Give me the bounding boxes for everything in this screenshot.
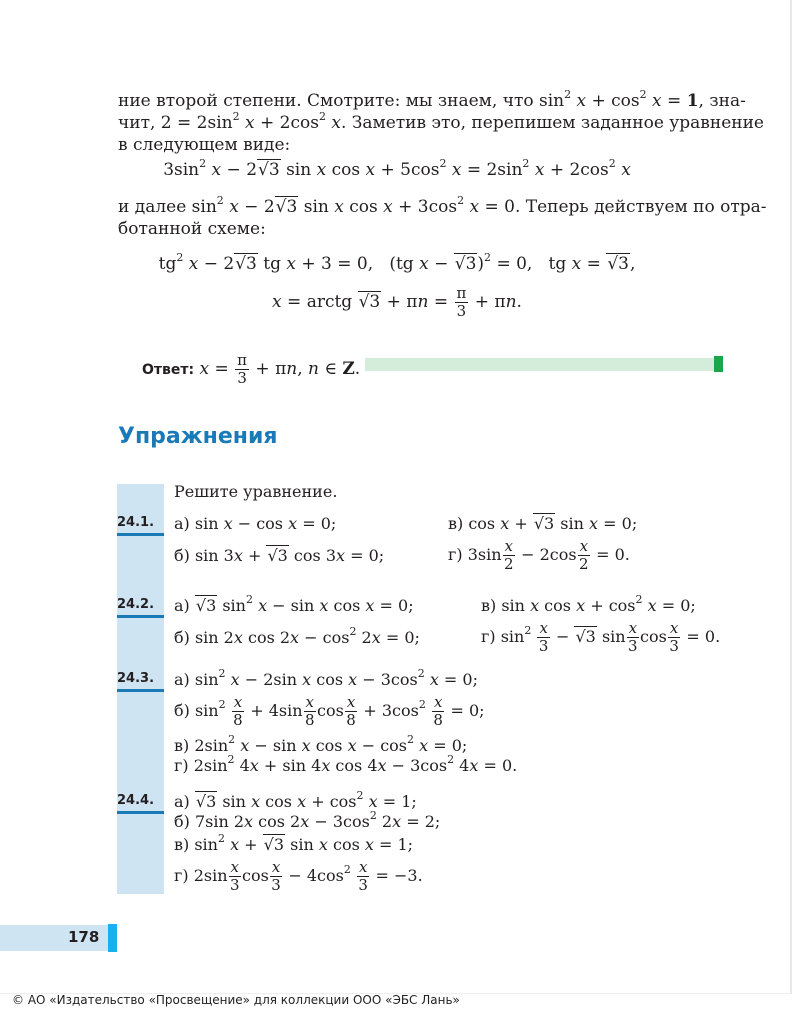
exercise-number-underline: [117, 533, 164, 536]
paragraph-line: и далее $\sin^2 x - 2√3$ sin x $\cos x + 3\cos^2$ x = 0. Теперь действуем по отра-: [118, 194, 767, 217]
exercise-item: г) 3sin $\frac{x}{2}$ − 2cos $\frac{x}{2}$ = 0.: [448, 537, 630, 573]
exercise-instruction: Решите уравнение.: [174, 482, 338, 501]
exercise-item: а) √3 $\sin^2 x - \sin x$ cos x = 0;: [174, 593, 414, 615]
equation: $3\sin^2$ x − 2√3 sin x $\cos x + 5\cos^2$ $x = 2\sin^2$ $x + 2\cos^2$ x: [163, 157, 631, 180]
exercise-item: б) $\sin^2$ $\frac{x}{8}$ + 4sin $\frac{x}{8}$ cos $\frac{x}{8}$ + $3\cos^2$ $\frac{x}{8}$ = 0;: [174, 693, 485, 729]
exercise-item: б) sin 2x $\cos 2x - \cos^2 2x = 0$;: [174, 625, 420, 647]
answer-highlight-bar: [365, 358, 715, 371]
exercise-item: а) sin x − cos x = 0;: [174, 514, 337, 533]
paragraph-line: чит, $2 = 2\sin^2$ $x + 2\cos^2$ x. Заметив это, перепишем заданное уравнение: [118, 110, 764, 133]
exercise-item: в) cos x + √3 sin x = 0;: [448, 514, 638, 533]
paragraph-line: ние второй степени. Смотрите: мы знаем, что $\sin^2 x + \cos^2 x = 1$, зна-: [118, 88, 746, 111]
exercise-number: 24.4.: [117, 793, 155, 808]
exercise-number: 24.3.: [117, 671, 155, 686]
exercise-item: в) $2\sin^2$ x − sin x $\cos x - \cos^2 x = 0$;: [174, 733, 468, 755]
exercise-item: г) 2sin $\frac{x}{3}$ cos $\frac{x}{3}$ − $4\cos^2$ $\frac{x}{3}$ = −3.: [174, 858, 423, 894]
exercise-item: в) $\sin^2 x + √3$ sin x cos x = 1;: [174, 832, 414, 854]
exercise-number: 24.1.: [117, 515, 155, 530]
page-number-accent: [108, 924, 117, 952]
exercise-number: 24.2.: [117, 597, 155, 612]
answer-label: Ответ:: [142, 362, 195, 378]
page-number: 178: [68, 928, 100, 946]
exercise-item: г) $2\sin^2$ 4x + sin 4x $\cos 4x - 3\cos^2$ 4x = 0.: [174, 753, 518, 775]
copyright-footer: © АО «Издательство «Просвещение» для коллекции ООО «ЭБС Лань»: [12, 993, 460, 1007]
exercise-item: б) 7sin 2x $\cos 2x - 3\cos^2$ 2x = 2;: [174, 809, 441, 831]
answer-end-mark: [714, 356, 723, 372]
exercise-item: б) sin 3x + √3 cos 3x = 0;: [174, 546, 385, 565]
exercise-item: в) sin x $\cos x + \cos^2 x = 0$;: [481, 593, 696, 615]
page-number-bar: [0, 925, 117, 951]
exercise-number-underline: [117, 811, 164, 814]
paragraph-line: ботанной схеме:: [118, 219, 266, 239]
equation: $tg^2$ x − 2√3 tg x + 3 = 0, (tg x − √3)$^2$ = 0, tg x = √3,: [158, 251, 636, 274]
exercise-number-underline: [117, 689, 164, 692]
section-title: Упражнения: [118, 424, 278, 449]
paragraph-line: в следующем виде:: [118, 135, 291, 155]
answer: Ответ: x = $\frac{\pi}{3}$ + πn, n ∈ Z.: [142, 351, 361, 387]
exercise-item: а) √3 sin x $\cos x + \cos^2 x = 1$;: [174, 789, 417, 811]
equation: x = arctg √3 + πn = $\frac{\pi}{3}$ + πn.: [272, 284, 522, 320]
exercise-number-underline: [117, 615, 164, 618]
exercise-item: г) $\sin^2$ $\frac{x}{3}$ − √3 sin $\frac{x}{3}$ cos $\frac{x}{3}$ = 0.: [481, 619, 721, 655]
exercise-item: а) $\sin^2 x - 2\sin$ x $\cos x - 3\cos^2$ x = 0;: [174, 667, 478, 689]
